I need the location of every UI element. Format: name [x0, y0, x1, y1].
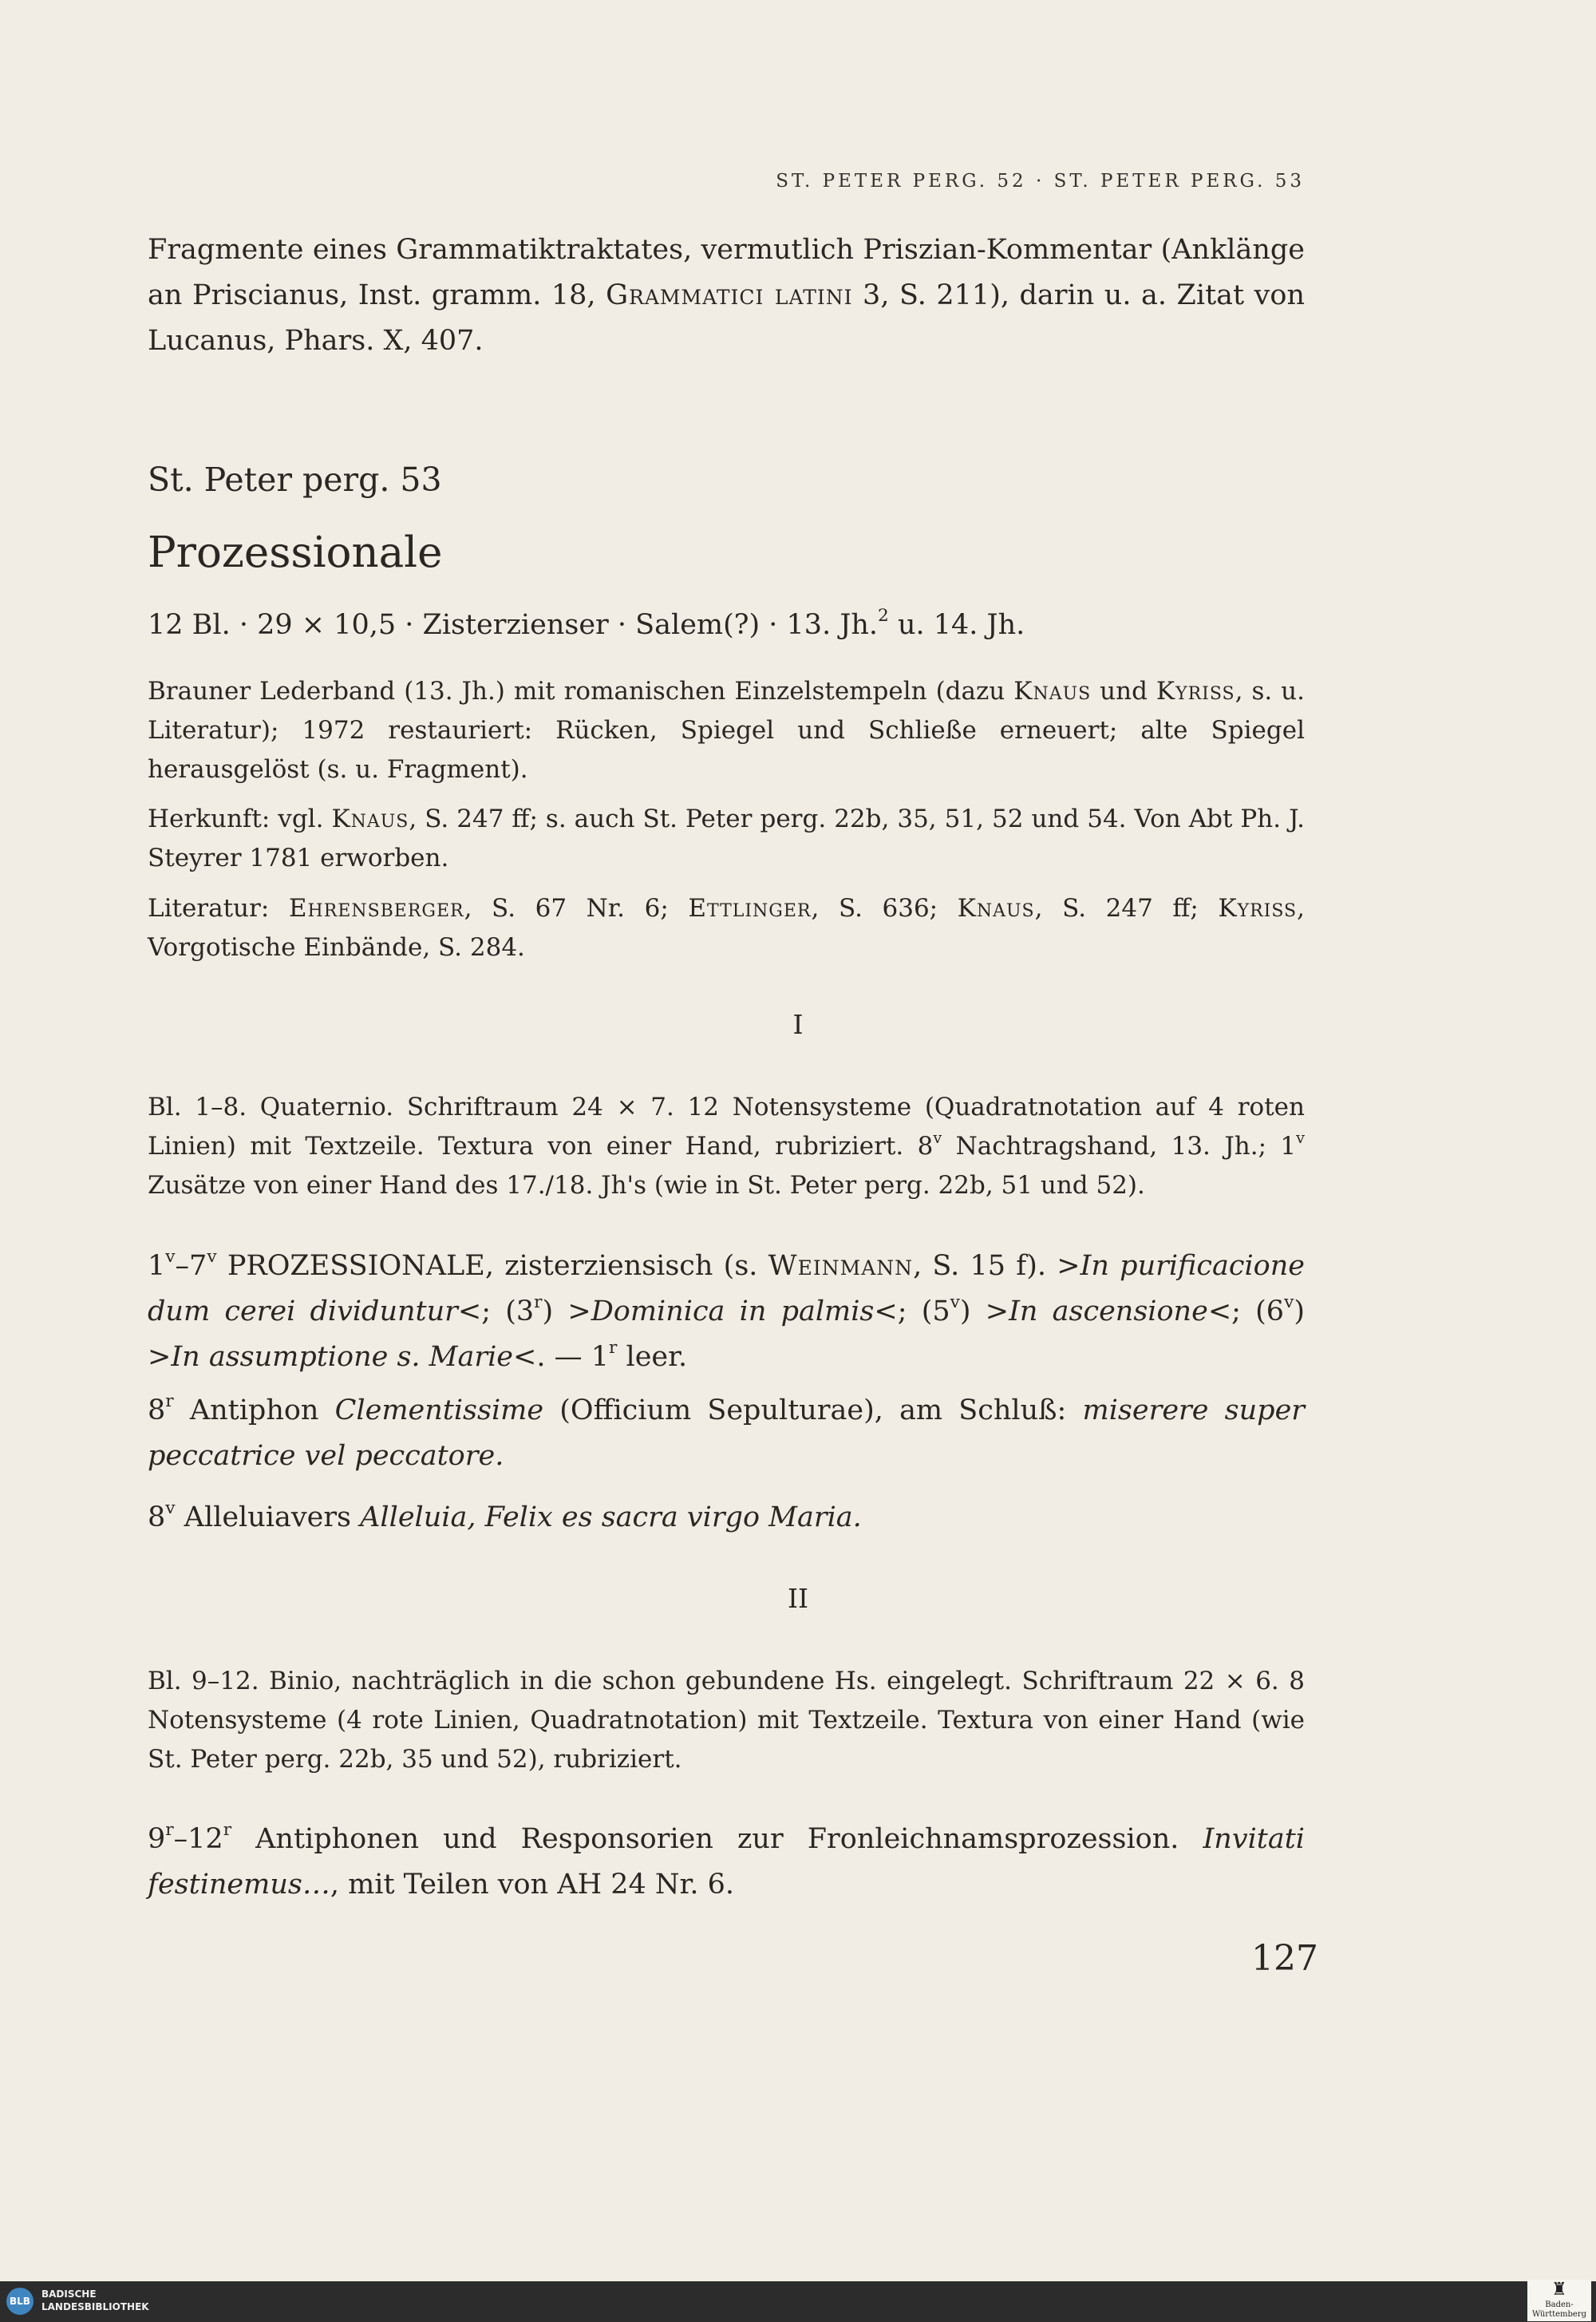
e1-k: <. — 1: [513, 1341, 609, 1373]
e3-b: Alleluiavers: [175, 1501, 361, 1533]
e1-weinmann: Weinmann: [768, 1250, 914, 1282]
binding-text-2: und: [1091, 677, 1156, 706]
section1-entry-1: [148, 1244, 1305, 1380]
binding-knaus: Knaus: [1013, 677, 1092, 706]
lit-knaus: Knaus: [957, 894, 1035, 923]
meta-sup: 2: [878, 606, 889, 627]
manuscript-meta: [148, 606, 1025, 641]
section2-description: Bl. 9–12. Binio, nachträglich in die schon gebundene Hs. eingelegt. Schriftraum 22 × 6. 8 Notensysteme (4 rote Linien, Quadratnotation) mit Textzeile. Textura von einer Hand (wie St. Peter perg. 22b, 35 und 52), rubriziert.: [148, 1667, 1305, 1774]
section-numeral-1: I: [792, 1009, 804, 1040]
s2e1-sup2: r: [223, 1820, 232, 1841]
e1-incipit-2: Dominica in palmis: [591, 1295, 875, 1327]
e1-sup3: r: [534, 1292, 543, 1313]
e1-l: leer.: [617, 1341, 688, 1373]
lit-ehrensberger: Ehrensberger: [288, 894, 464, 923]
s2e1-b: –12: [173, 1823, 223, 1855]
herkunft-knaus: Knaus: [331, 805, 409, 833]
s1-desc-b: Nachtragshand, 13. Jh.; 1: [942, 1132, 1297, 1161]
binding-kyriss: Kyriss: [1156, 677, 1235, 706]
herkunft-text-2: , S. 247 ff; s. auch St. Peter perg. 22b, 35, 51, 52 und 54. Von Abt Ph. J. Steyrer 1781 erworben.: [148, 805, 1305, 872]
e1-sup2: v: [207, 1247, 217, 1268]
herkunft-text-1: Herkunft: vgl.: [148, 805, 332, 833]
e2-c: (Officium Sepulturae), am Schluß:: [543, 1394, 1083, 1426]
e1-e: <; (3: [457, 1295, 535, 1327]
e1-h: ) >: [959, 1295, 1009, 1327]
e1-sup1: v: [165, 1247, 176, 1268]
binding-text-1: Brauner Lederband (13. Jh.) mit romanischen Einzelstempeln (dazu: [148, 677, 1014, 706]
e1-incipit-1: In purificacione dum cerei dividuntur: [148, 1250, 1305, 1327]
e1-a: 1: [148, 1250, 166, 1282]
lit-ettlinger: Ettlinger: [688, 894, 812, 923]
s1-desc-a: Bl. 1–8. Quaternio. Schriftraum 24 × 7. 12 Notensysteme (Quadratnotation auf 4 roten Linien) mit Textzeile. Textura von einer Hand, rubriziert. 8: [148, 1093, 1305, 1161]
e2-b: Antiphon: [173, 1394, 335, 1426]
blb-logo-icon: BLB: [6, 2288, 34, 2315]
meta-text-2: u. 14. Jh.: [888, 609, 1025, 641]
e3-sup1: v: [165, 1498, 176, 1519]
e3-a: 8: [148, 1501, 166, 1533]
library-name-line-1: BADISCHE: [41, 2288, 97, 2300]
e1-sup6: r: [609, 1338, 618, 1359]
s1-desc-c: Zusätze von einer Hand des 17./18. Jh's (wie in St. Peter perg. 22b, 51 und 52).: [148, 1171, 1145, 1200]
library-name-line-2: LANDESBIBLIOTHEK: [41, 2301, 149, 2312]
section1-entry-2: [148, 1388, 1305, 1479]
lit-text-3: , S. 636;: [811, 894, 958, 923]
section2-entry-1: [148, 1817, 1305, 1908]
e1-b: –7: [175, 1250, 207, 1282]
intro-text-1: Fragmente eines Grammatiktraktates, vermutlich Priszian-Kommentar (Anklänge an Priscianus, Inst. gramm. 18,: [148, 234, 1305, 311]
s1-desc-sup1: v: [933, 1128, 942, 1147]
section1-entry-3: [148, 1495, 1305, 1541]
intro-text-2: 3, S. 211), darin u. a. Zitat von Lucanus, Phars. X, 407.: [148, 279, 1305, 357]
e1-sup4: v: [950, 1292, 960, 1313]
binding-text-3: , s. u. Literatur); 1972 restauriert: Rücken, Spiegel und Schließe erneuert; alte Spiegel herausgelöst (s. u. Fragment).: [148, 677, 1305, 784]
intro-grammatici: Grammatici latini: [606, 279, 853, 311]
lit-text-5: , Vorgotische Einbände, S. 284.: [148, 894, 1305, 962]
e2-a: 8: [148, 1394, 166, 1426]
e1-sup5: v: [1284, 1292, 1294, 1313]
e2-sup1: r: [165, 1391, 174, 1412]
s2e1-sup1: r: [165, 1820, 174, 1841]
shelfmark-heading: St. Peter perg. 53: [148, 461, 442, 499]
section1-description: [148, 1088, 1305, 1205]
badge-text: Baden-Württemberg: [1531, 2300, 1587, 2319]
intro-paragraph: [148, 227, 1305, 364]
e2-incipit-1: Clementissime: [334, 1394, 544, 1426]
running-head: ST. PETER PERG. 52 · ST. PETER PERG. 53: [776, 171, 1305, 192]
meta-text: 12 Bl. · 29 × 10,5 · Zisterzienser · Salem(?) · 13. Jh.: [148, 609, 879, 641]
e1-g: <; (5: [874, 1295, 950, 1327]
page-title: Prozessionale: [148, 528, 443, 577]
e1-c: PROZESSIONALE, zisterziensisch (s.: [216, 1250, 768, 1282]
lit-text-2: , S. 67 Nr. 6;: [464, 894, 689, 923]
section-numeral-2: II: [787, 1583, 809, 1614]
e1-i: <; (6: [1207, 1295, 1285, 1327]
binding-paragraph: [148, 672, 1305, 789]
s1-desc-sup2: v: [1296, 1128, 1305, 1147]
s2e1-a: 9: [148, 1823, 166, 1855]
e3-incipit-1: Alleluia, Felix es sacra virgo Maria.: [360, 1501, 862, 1533]
literatur-paragraph: [148, 889, 1305, 967]
e1-f: ) >: [542, 1295, 591, 1327]
library-name: [41, 2288, 149, 2313]
s2e1-c: Antiphonen und Responsorien zur Fronleichnamsprozession.: [231, 1823, 1203, 1855]
e2-incipit-2: miserere super peccatrice vel peccatore.: [148, 1394, 1306, 1472]
s2e1-incipit-1: Invitati festinemus…: [148, 1823, 1305, 1901]
lit-text-1: Literatur:: [148, 894, 289, 923]
lit-text-4: , S. 247 ff;: [1034, 894, 1219, 923]
baden-wuerttemberg-badge: [1527, 2280, 1591, 2321]
e1-incipit-4: In assumptione s. Marie: [171, 1341, 514, 1373]
lit-kyriss: Kyriss: [1218, 894, 1298, 923]
page-number: 127: [1251, 1938, 1318, 1979]
crest-icon: ♜: [1551, 2280, 1567, 2300]
s2e1-d: , mit Teilen von AH 24 Nr. 6.: [330, 1869, 735, 1901]
e1-incipit-3: In ascensione: [1009, 1295, 1208, 1327]
herkunft-paragraph: [148, 800, 1305, 878]
e1-d: , S. 15 f). >: [913, 1250, 1080, 1282]
e1-j: ) >: [148, 1295, 1305, 1373]
library-footer-bar: [0, 2281, 1596, 2322]
